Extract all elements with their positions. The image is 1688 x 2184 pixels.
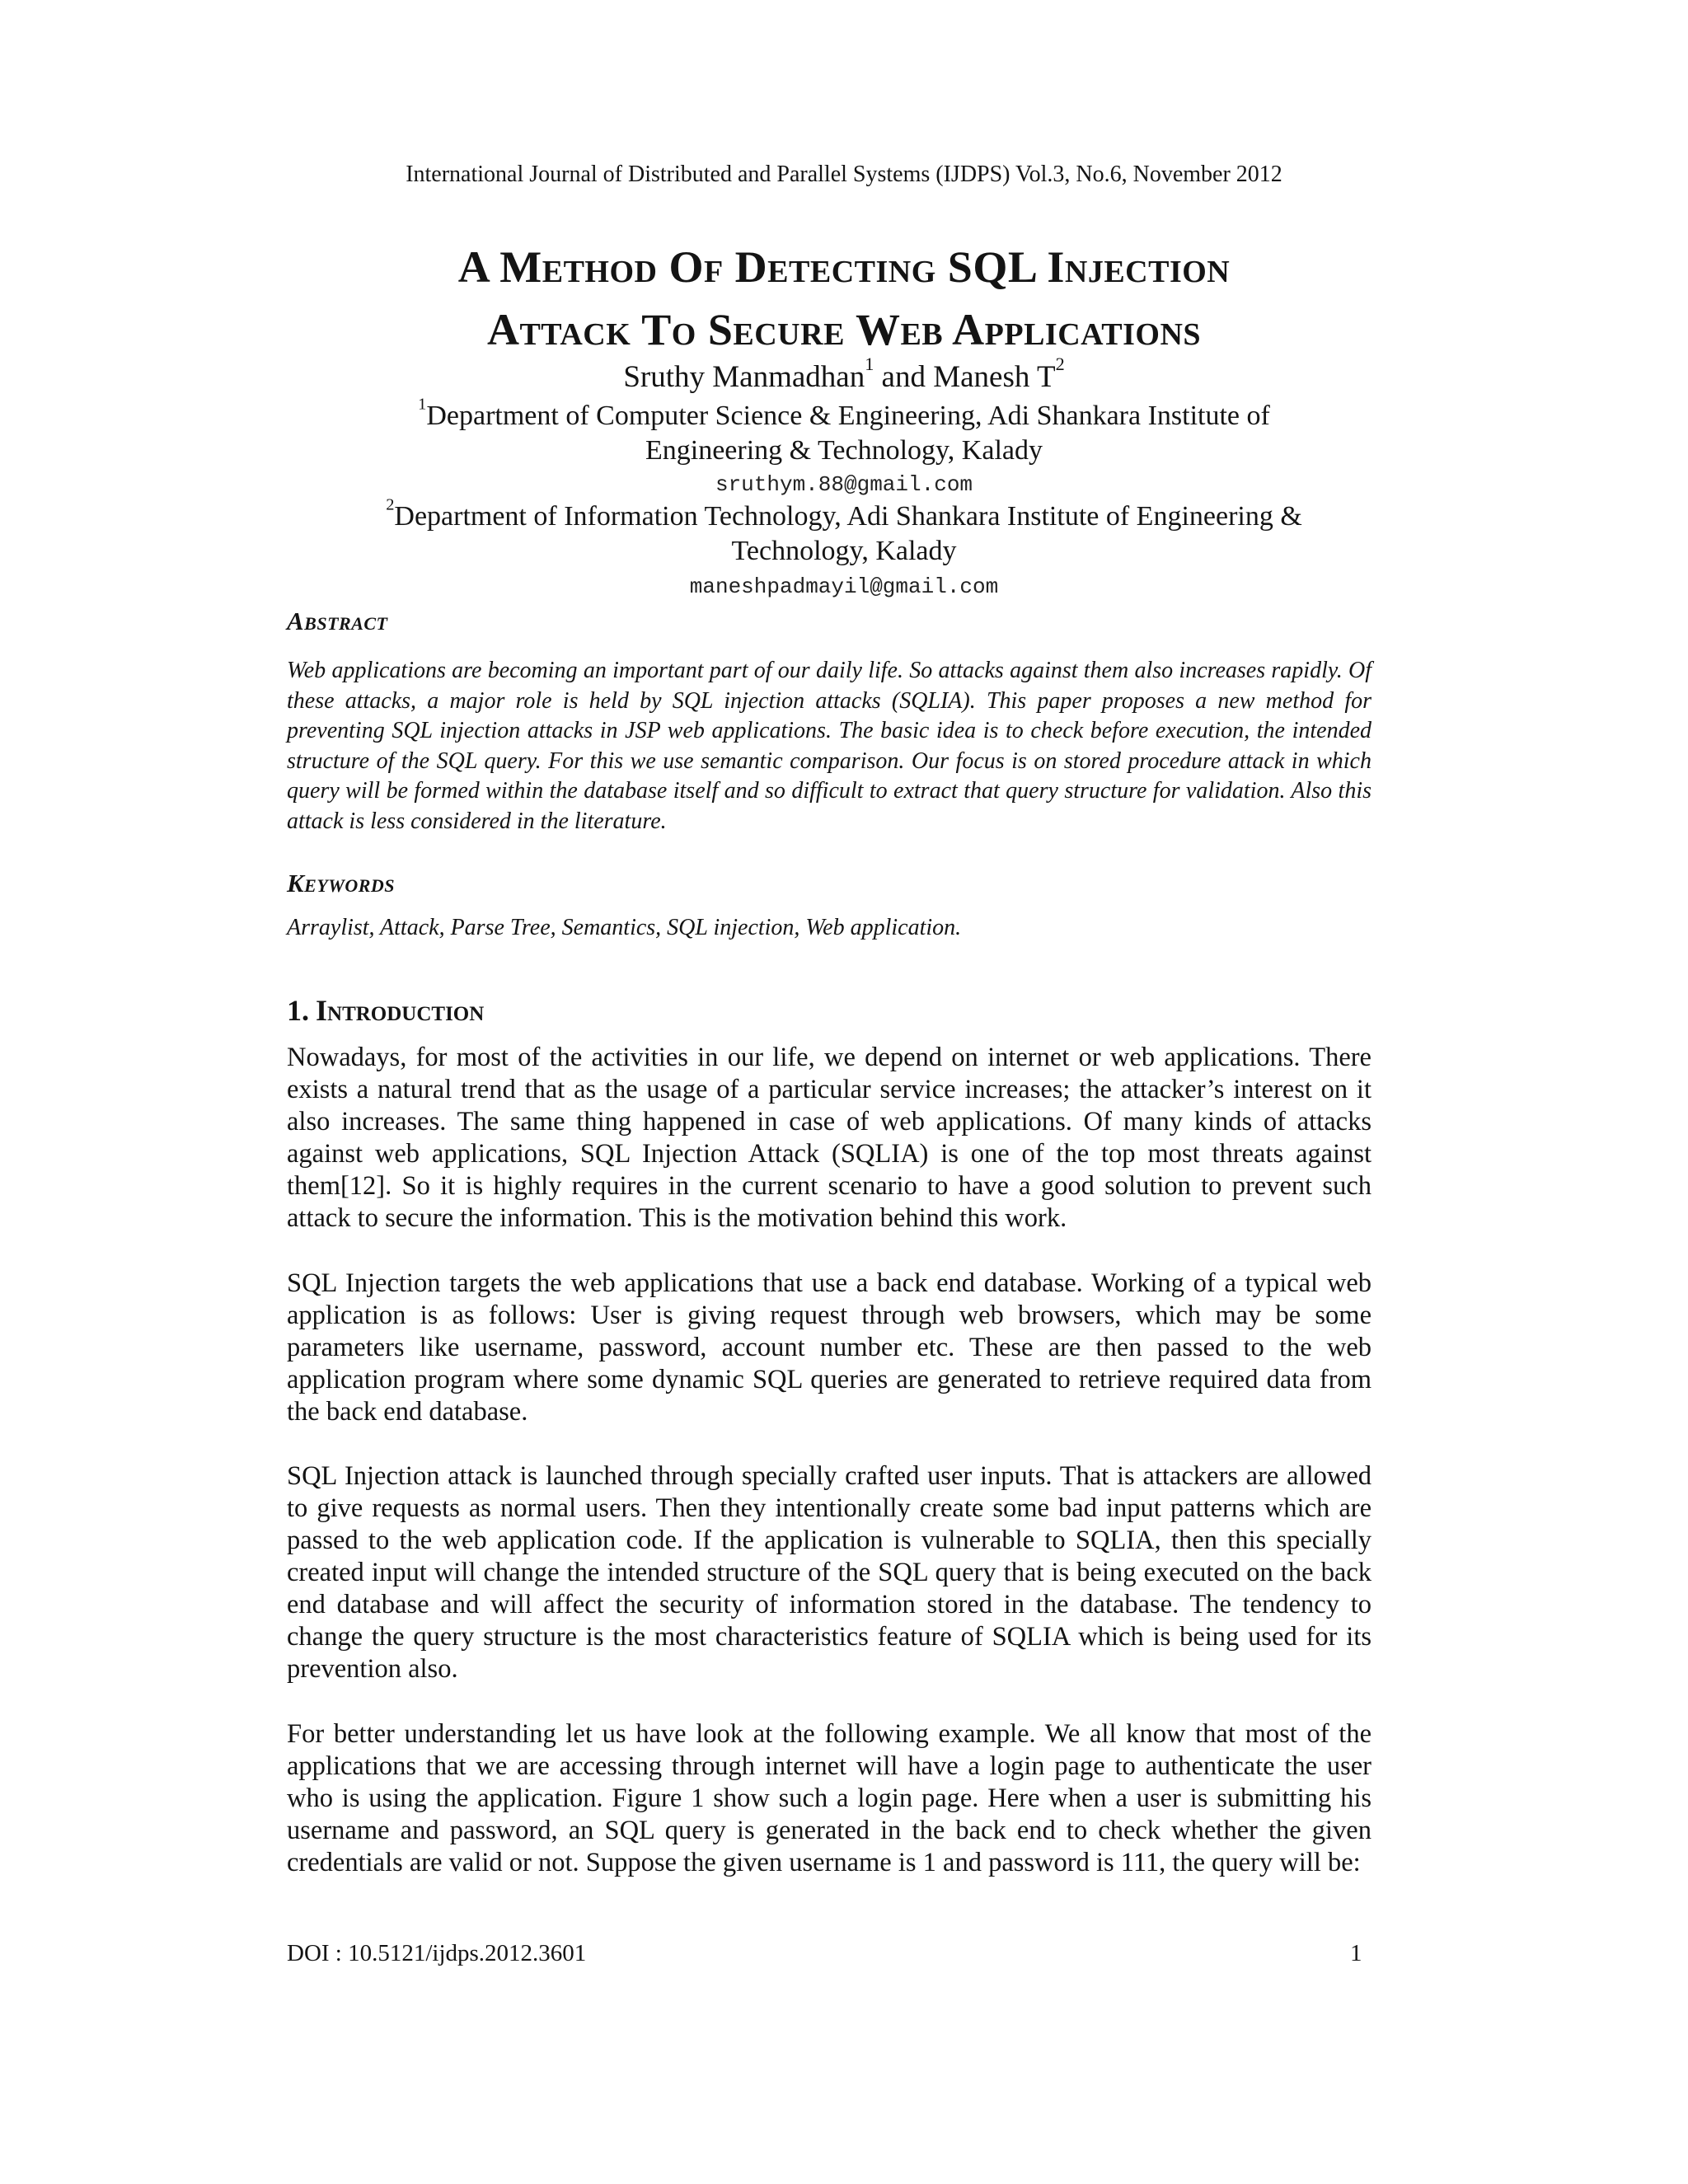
introduction-heading xyxy=(287,992,484,1029)
author-2-name: Manesh T xyxy=(933,360,1056,394)
abstract-heading: Abstract xyxy=(287,607,388,635)
abstract-text: Web applications are becoming an important part of our daily life. So attacks against them also increases rapidly. Of these attacks, a major role is held by SQL injection attacks (SQLIA). This paper proposes a new method for preventing SQL injection attacks in JSP web applications. The basic idea is to check before execution, the intended structure of the SQL query. For this we use semantic comparison. Our focus is on stored procedure attack in which query will be formed within the database itself and so difficult to extract that query structure for validation. Also this attack is less considered in the literature. xyxy=(287,658,1372,834)
author-conjunction: and xyxy=(874,360,934,394)
affiliation-2 xyxy=(0,495,1688,569)
affiliation-1-line-2: Engineering & Technology, Kalady xyxy=(645,435,1043,466)
title-line-1: A Method Of Detecting SQL Injection xyxy=(457,242,1231,292)
affiliation-1-superscript: 1 xyxy=(418,395,427,414)
section-title: Introduction xyxy=(316,994,485,1027)
author-2-superscript: 2 xyxy=(1055,354,1065,375)
title-line-2: Attack To Secure Web Applications xyxy=(486,305,1202,354)
intro-paragraph-3: SQL Injection attack is launched through specially crafted user inputs. That is attackers are allowed to give requests as normal users. Then they intentionally create some bad input patterns which are passed to the web application code. If the application is vulnerable to SQLIA, then this specially created input will change the intended structure of the SQL query that is being executed on the back end database and will affect the security of information stored in the database. The tendency to change the query structure is the most characteristics feature of SQLIA which is being used for its prevention also. xyxy=(287,1461,1372,1684)
affiliation-2-line-1: Department of Information Technology, Adi Shankara Institute of Engineering & xyxy=(394,501,1302,532)
affiliation-2-line-2: Technology, Kalady xyxy=(731,536,957,566)
affiliation-1-line-1: Department of Computer Science & Engineering, Adi Shankara Institute of xyxy=(426,401,1270,431)
section-number: 1. xyxy=(287,994,309,1027)
intro-paragraph-2: SQL Injection targets the web applications that use a back end database. Working of a typical web application is as follows: User is giving request through web browsers, which may be some parameters like username, password, account number etc. These are then passed to the web application program where some dynamic SQL queries are generated to retrieve required data from the back end database. xyxy=(287,1268,1372,1427)
author-1-superscript: 1 xyxy=(865,354,874,375)
author-list xyxy=(0,354,1688,396)
keywords-text: Arraylist, Attack, Parse Tree, Semantics, SQL injection, Web application. xyxy=(287,915,962,940)
intro-paragraph-1: Nowadays, for most of the activities in our life, we depend on internet or web applications. There exists a natural trend that as the usage of a particular service increases; the attacker’s interest on it also increases. The same thing happened in case of web applications. Of many kinds of attacks against web applications, SQL Injection Attack (SQLIA) is one of the top most threats against them[12]. So it is highly requires in the current scenario to have a good solution to prevent such attack to secure the information. This is the motivation behind this work. xyxy=(287,1043,1372,1233)
affiliation-1 xyxy=(0,395,1688,468)
paper-title xyxy=(0,236,1688,361)
page-number: 1 xyxy=(1350,1940,1362,1966)
journal-header: International Journal of Distributed and Parallel Systems (IJDPS) Vol.3, No.6, November 2012 xyxy=(406,162,1282,187)
author-1-name: Sruthy Manmadhan xyxy=(623,360,865,394)
affiliation-2-email: maneshpadmayil@gmail.com xyxy=(689,574,999,599)
affiliation-1-email: sruthym.88@gmail.com xyxy=(715,472,973,497)
intro-paragraph-4: For better understanding let us have look at the following example. We all know that most of the applications that we are accessing through internet will have a login page to authenticate the user who is using the application. Figure 1 show such a login page. Here when a user is submitting his username and password, an SQL query is generated in the back end to check whether the given credentials are valid or not. Suppose the given username is 1 and password is 111, the query will be: xyxy=(287,1719,1372,1877)
affiliation-2-superscript: 2 xyxy=(386,495,395,514)
footer-doi: DOI : 10.5121/ijdps.2012.3601 xyxy=(287,1940,587,1966)
keywords-heading: Keywords xyxy=(287,869,396,898)
